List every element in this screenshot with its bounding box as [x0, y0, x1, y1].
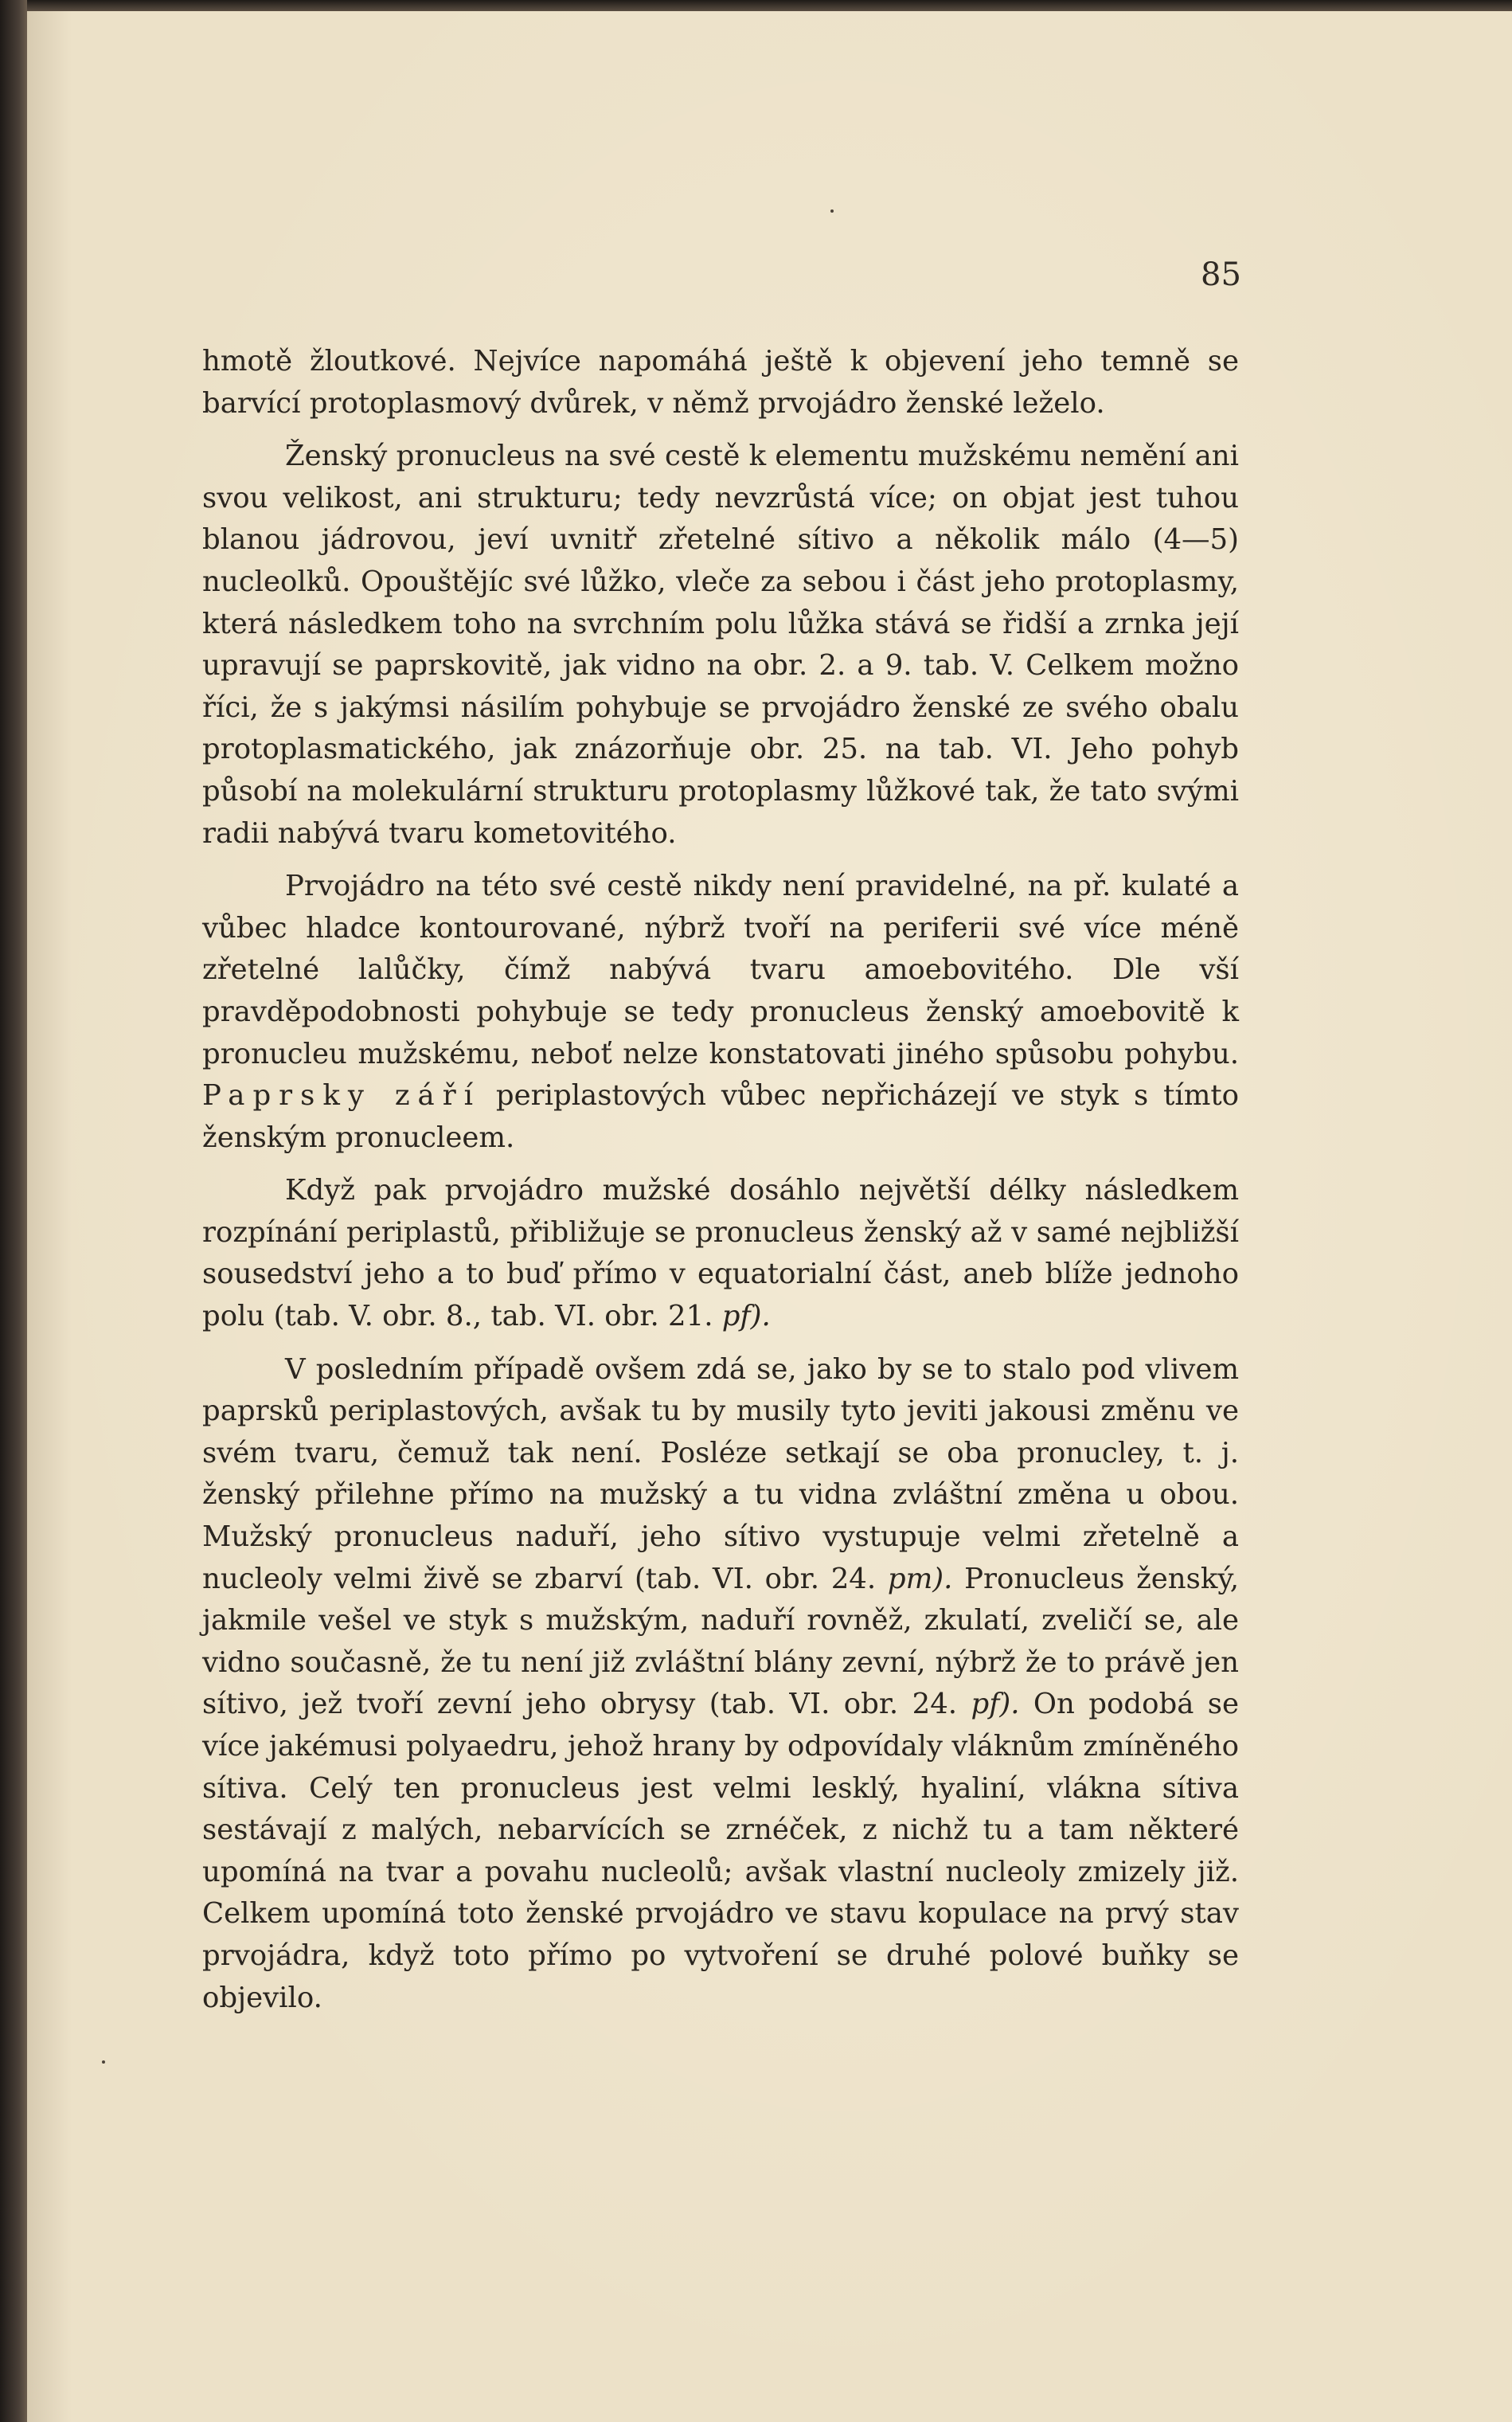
page-number: 85 [1201, 256, 1241, 293]
paragraph-5 [202, 1349, 1239, 2020]
italic-label: pf). [971, 1688, 1020, 1721]
paragraph-text: Ženský pronucleus na své cestě k elementu mužskému nemění ani svou velikost, ani strukturu; tedy nevzrůstá více; on objat jest tuhou blanou jádrovou, jeví uvnitř zřetelné sítivo a několik málo (4—5) nucleolků. Opouštějíc své lůžko, vleče za sebou i část jeho protoplasmy, která následkem toho na svrchním polu lůžka stává se řidší a zrnka její upravují se paprskovitě, jak vidno na obr. 2. a 9. tab. V. Celkem možno říci, že s jakýmsi násilím pohybuje se prvojádro ženské ze svého obalu protoplasmatického, jak znázorňuje obr. 25. na tab. VI. Jeho pohyb působí na molekulární strukturu protoplasmy lůžkové tak, že tato svými radii nabývá tvaru kometovitého. [202, 440, 1239, 850]
italic-label: pf). [721, 1300, 771, 1333]
book-top-edge [27, 0, 1512, 11]
speck-mark [830, 209, 834, 213]
paragraph-text: Pronucleus ženský, jakmile vešel ve styk s mužským, naduří rovněž, zkulatí, zveličí se, ale vidno současně, že tu není již zvláštní blány zevní, nýbrž že to právě jen sítivo, jež tvoří zevní jeho obrysy (tab. VI. obr. 24. [202, 1562, 1239, 1721]
paragraph-3 [202, 866, 1239, 1159]
body-text [202, 341, 1239, 2030]
paragraph-text: On podobá se více jakémusi polyaedru, jehož hrany by odpovídaly vláknům zmíněného sítiva. Celý ten pronucleus jest velmi lesklý, hyaliní, vlákna sítiva sestávají z malých, nebarvících se zrnéček, z nichž tu a tam některé upomíná na tvar a povahu nucleolů; avšak vlastní nucleoly zmizely již. Celkem upomíná toto ženské prvojádro ve stavu kopulace na prvý stav prvojádra, když toto přímo po vytvoření se druhé polové buňky se objevilo. [202, 1688, 1240, 2014]
book-binding-edge [0, 0, 27, 2422]
paragraph-text: Když pak prvojádro mužské dosáhlo největší délky následkem rozpínání periplastů, přibližuje se pronucleus ženský až v samé nejbližší sousedství jeho a to buď přímo v equatorialní část, aneb blíže jednoho polu (tab. V. obr. 8., tab. VI. obr. 21. [202, 1174, 1239, 1333]
paragraph-4 [202, 1170, 1239, 1337]
paragraph-text: V posledním případě ovšem zdá se, jako by se to stalo pod vlivem paprsků periplastových, avšak tu by musily tyto jeviti jakousi změnu ve svém tvaru, čemuž tak není. Posléze setkají se oba pronucley, t. j. ženský přilehne přímo na mužský a tu vidna zvláštní změna u obou. Mužský pronucleus naduří, jeho sítivo vystupuje velmi zřetelně a nucleoly velmi živě se zbarví (tab. VI. obr. 24. [202, 1352, 1239, 1595]
paragraph-text: hmotě žloutkové. Nejvíce napomáhá ještě k objevení jeho temně se barvící protoplasmový dvůrek, v němž prvojádro ženské leželo. [202, 345, 1239, 420]
paragraph-text: periplastových vůbec nepřicházejí ve styk s tímto ženským pronucleem. [202, 1079, 1239, 1154]
italic-label: pm). [887, 1562, 953, 1595]
speck-mark [102, 2060, 105, 2064]
spaced-emphasis: Paprsky září [202, 1079, 482, 1113]
paragraph-2 [202, 436, 1239, 855]
paragraph-1 [202, 341, 1239, 425]
paragraph-text: Prvojádro na této své cestě nikdy není pravidelné, na př. kulaté a vůbec hladce kontourované, nýbrž tvoří na periferii své více méně zřetelné lalůčky, čímž nabývá tvaru amoebovitého. Dle vší pravděpodobnosti pohybuje se tedy pronucleus ženský amoebovitě k pronucleu mužskému, neboť nelze konstatovati jiného spůsobu pohybu. [202, 870, 1239, 1070]
